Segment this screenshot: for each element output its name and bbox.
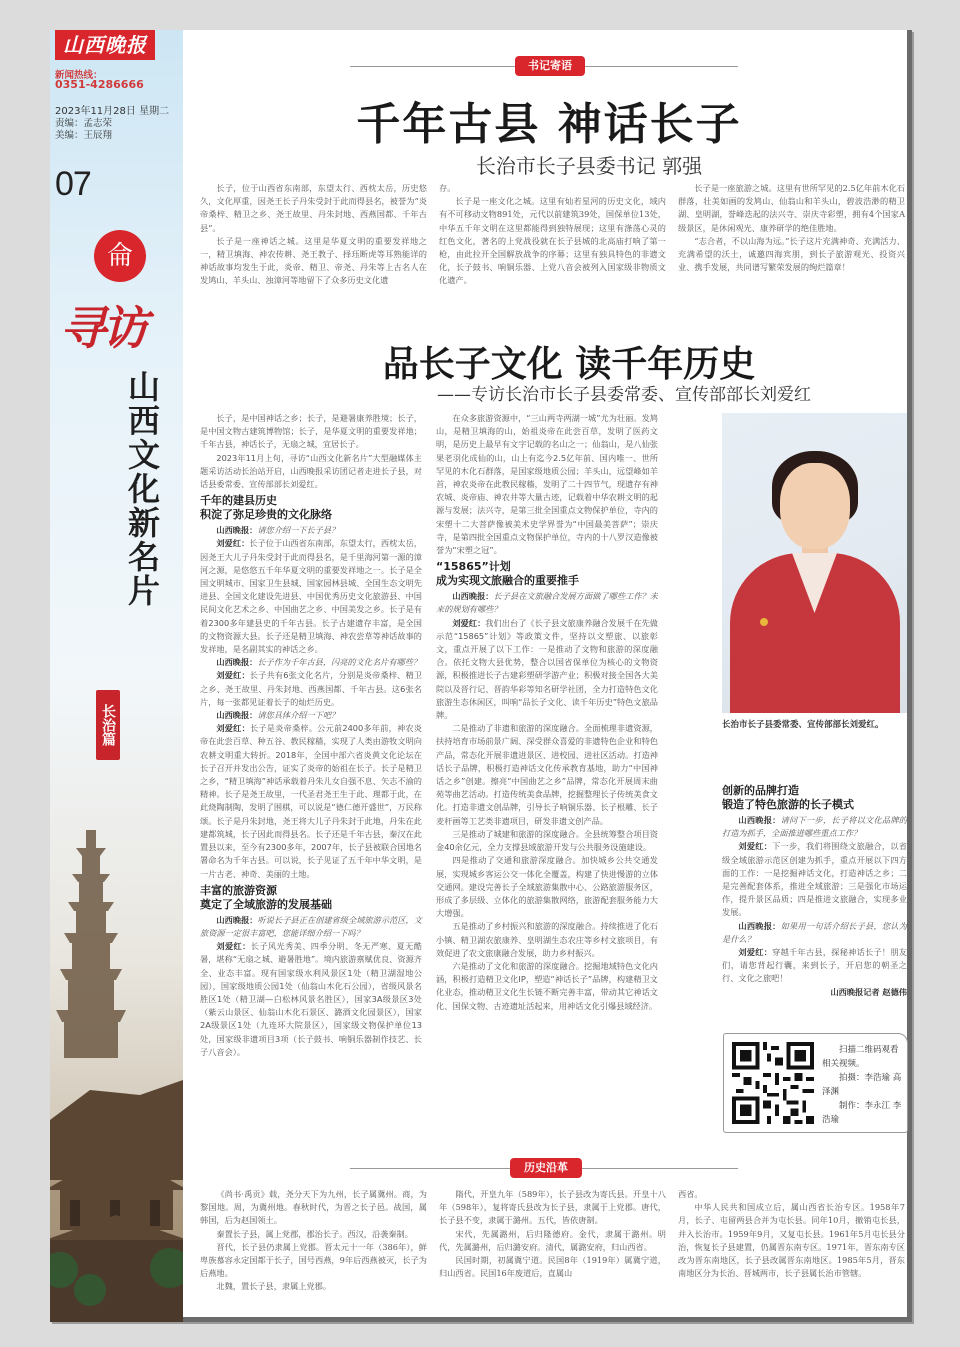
secretary-column-1 [200, 182, 427, 288]
paragraph: 长子是一座旅游之城。这里有世所罕见的2.5亿年前木化石群落，壮美如画的发鸠山、仙翁山和羊头山，碧波浩渺的精卫湖、皇明湖，誉峰迭起的法兴寺、崇庆寺彩塑，拥有4个国家A级景区，是休闲观光、康养研学的绝佳胜地。 [678, 183, 905, 233]
paragraph: 长子，位于山西省东南部，东望太行、西枕太岳，历史悠久，文化厚重，因尧王长子丹朱受封于此而得县名，被誉为“炎帝桑梓、精卫之乡、尧王故里、丹朱封地、西燕国都、千年古县”。 [200, 183, 427, 233]
paragraph: 六是推动了文化和旅游的深度融合。挖掘地域特色文化内涵，积极打造精卫文化IP，塑造“神话长子”品牌，构建精卫文化业态，推动精卫文化生长链不断完善丰富，带动其它神话文化、国保文物、古迹遗址活起来，用神话文化引爆县域经济。 [436, 960, 658, 1011]
headline-main: 千年古县 神话长子 [356, 99, 742, 150]
qr-code-box [723, 1033, 908, 1133]
paragraph: 晋代，长子县仍隶属上党郡。晋太元十一年（386年），鲜卑族慕容永定国都于长子，国号西燕，9年后西燕被灭，长子为后燕地。 [200, 1241, 427, 1279]
section-tag-secretary: 书记寄语 [515, 56, 585, 76]
badge-pin-icon [760, 618, 768, 626]
answer: 刘爱红：穿越千年古县，探秘神话长子！朋友们，请您背起行囊，来到长子，开启您的朝圣之行、文化之旅吧！ [722, 947, 907, 984]
question: 山西晚报：请您介绍一下长子县？ [216, 525, 340, 536]
paragraph: 中华人民共和国成立后，属山西省长治专区。1958年7月，长子、屯留两县合并为屯长县。同年10月，撤销屯长县，并入长治市。1959年9月，又复屯长县。1961年5月屯长县分治，恢复长子县建置，仍属晋东南专区。1971年，晋东南专区改为晋东南地区，长子县改属晋东南地区。1985年5月，晋东南地区分为长治、晋城两市，长子县属长治市管辖。 [678, 1202, 905, 1279]
question: 山西晚报：如果用一句话介绍长子县，您认为是什么？ [722, 920, 907, 944]
history-column-3 [678, 1188, 905, 1280]
question: 山西晚报：请问下一步，长子将以文化品牌的打造为抓手，全面推进哪些重点工作？ [722, 815, 907, 839]
qr-code-icon[interactable] [732, 1042, 814, 1124]
paragraph: 秦置长子县，属上党郡，郡治长子。西汉，沿袭秦制。 [216, 1228, 413, 1239]
qr-caption-line: 制作：李永江 李浩瑜 [822, 1101, 902, 1125]
hotline-number: 0351-4286666 [55, 78, 144, 91]
answer: 刘爱红：下一步，我们将围绕文旅融合，以省级全域旅游示范区创建为抓手，重点开展以下四方面的工作：一是挖掘神话文化，打造神话之乡；二是完善配套体系，推进全域旅游；三是强化市场运作，提升景区品质；四是推进文旅融合，实现多业发展。 [722, 841, 907, 918]
paragraph: 2023年11月上旬，寻访“山西文化新名片”大型融媒体主题采访活动长治站开启，山西晚报采访团记者走进长子县，对话县委常委、宣传部部长刘爱红。 [200, 452, 422, 490]
masthead-logo: 山西晚报 [55, 30, 155, 60]
question: 山西晚报：听说长子县正在创建省级全域旅游示范区，文旅资源一定很丰富吧，您能详细介绍一下吗？ [200, 914, 422, 938]
paragraph: 长子是一座神话之城。这里是华夏文明的重要发祥地之一，精卫填海、神农传耕、尧王教子、择珏断虎等耳熟能详的神话故事均发生于此，炎帝、精卫、帝尧、丹朱等上古名人在发鸠山、羊头山、浊漳河等地留下了众多历史文化遗 [200, 235, 427, 286]
editor-credit: 责编：孟志荣 [55, 118, 113, 129]
paragraph: 在众多旅游资源中，“三山两寺两湖一城”尤为壮丽。发鸠山，是精卫填海的山，始祖炎帝在此尝百草，发明了医药文明，是历史上最早有文字记载的名山之一；仙翁山，是八仙张果老羽化成仙的山，山上有迄今2.5亿年前、国内唯一、世所罕见的木化石群落，是国家级地质公园；羊头山，远望峰如羊首，神农炎帝在此教民稼穑，发明了二十四节气，现遗存有神农城、炎帝庙、神农井等大量古迹，记载着中华农耕文明的起源与发展；法兴寺，是第三批全国重点文物保护单位，寺内的宋塑十二大菩萨像被美术史学界誉为“中国最美菩萨”；崇庆寺，是第四批全国重点文物保护单位，寺内的十八罗汉造像被誉为“宋塑之冠”。 [436, 413, 658, 556]
paragraph: 长子，是中国神话之乡；长子，是避暑康养胜境；长子，是中国文物古建筑博物馆；长子，是华夏文明的重要发祥地；千年古县，神话长子，无扇之城，宜居长子。 [200, 413, 422, 450]
series-title: 山西文化新名片 [123, 370, 161, 608]
paragraph: 长子是一座文化之城。这里有灿若星河的历史文化，域内有不可移动文物891处，元代以前建筑39处，国保单位13处，中华五千年文明在这里都能得到独特展现；这里有涤荡心灵的红色文化，著名的上党战役就在长子县城的北高庙打响了第一枪，由此拉开全国解放战争的序幕；这里有独具特色的非遗文化，长子鼓书、响铜乐器、上党八音会被列入国家级非物质文化遗产。 [439, 196, 666, 286]
interview-column-1 [200, 412, 422, 1059]
paragraph: 北魏，置长子县，隶属上党郡。 [216, 1281, 332, 1292]
paragraph: 隋代，开皇九年（589年），长子县改为寄氏县。开皇十八年（598年），复将寄氏县改为长子县，隶属于上党郡。唐代，长子县不变，隶属于潞州。五代，皆依唐制。 [439, 1189, 666, 1226]
series-logo-icon: 侖 [94, 230, 146, 282]
reporter-byline: 山西晚报记者 赵德伟 [830, 986, 907, 997]
history-column-2 [439, 1188, 666, 1280]
qr-caption-line: 拍摄：李浩瑜 高泽渊 [822, 1073, 902, 1097]
paragraph: 四是推动了交通和旅游深度融合。加快城乡公共交通发展，实现城乡客运公交一体化全覆盖，构建了快进慢游的立体交通网。建设完善长子全域旅游集散中心、公路旅游服务区，形成了多层级、立体化的旅游集散网络，旅游配套服务能力大大增强。 [436, 855, 658, 919]
answer: 刘爱红：长子风光秀美、四季分明、冬无严寒、夏无酷暑，堪称“无扇之城、避暑胜地”。境内旅游禀赋优良、资源齐全、业态丰富。现有国家级水利风景区1处（精卫湖湿地公园），国家级地质公园1处（仙翁山木化石公园），省级风景名胜区1处（精卫湖—白松林风景名胜区），国家3A级景区3处（紫云山景区、仙翁山木化石景区、潞酒文化园景区），国家2A级景区1处（九连环大院景区），国家级文物保护单位13处，国家级非遗项目3项（长子鼓书、响铜乐器制作技艺、长子八音会）。 [200, 941, 422, 1057]
paragraph: 民国时期，初属冀宁道。民国8年（1919年）属冀宁道，归山西省。民国16年废道后，直属山 [439, 1255, 666, 1279]
page-number: 07 [55, 165, 91, 203]
secretary-column-3 [678, 182, 905, 274]
designer-credit: 美编：王辰翔 [55, 130, 113, 141]
paragraph: 二是推动了非遗和旅游的深度融合。全面梳理非遗资源，扶持培育市场前景广阔、深受群众喜爱的非遗特色企业和特色产品，常态化开展非遗进景区、进校园、进社区活动。打造神话长子品牌，积极打造神话文化传承教育基地，助力“中国神话之乡”创建。擦亮“中国曲艺之乡”品牌，常态化开展周末曲苑等曲艺活动。打造传统美食品牌，挖掘整理长子传统美食文化。打造非遗文创品牌，引导长子响铜乐器、长子根雕、长子麦秆画等工艺类非遗项目，研发非遗文创产品。 [436, 723, 658, 826]
paragraph: “志合者，不以山海为远。”长子这片充满神奇、充满活力、充满希望的沃土，诚邀四海宾朋，到长子旅游观光、投资兴业、携手发展，共同谱写繁荣发展的绚烂篇章！ [678, 235, 905, 273]
paragraph: 存。 [439, 183, 456, 193]
interview-subtitle: ——专访长治市长子县委常委、宣传部部长刘爱红 [437, 385, 811, 405]
issue-date: 2023年11月28日 星期二 [55, 106, 170, 117]
photo-caption: 长治市长子县委常委、宣传部部长刘爱红。 [722, 720, 884, 730]
secretary-column-2 [439, 182, 666, 288]
answer: 刘爱红：长子位于山西省东南部，东望太行，西枕太岳，因尧王大儿子丹朱受封于此而得县名，是千里海河第一源的漳河之源，是悠悠五千年华夏文明的重要发祥地之一。长子是全国文明城市、国家卫生县城、国家园林县城、全国生态文明先进县、全国文化建设先进县、中国优秀历史文化旅游县、中国民间文化艺术之乡、中国曲艺之乡、中国美发之乡。长子是有着2300多年建县史的千年古县。长子古建遗存丰富，是全国的文物资源大县。长子还是精卫填海、神农尝草等神话故事的发祥地，是名副其实的神话之乡。 [200, 538, 422, 655]
interview-column-3 [722, 740, 907, 999]
series-brand: 寻访 [60, 301, 144, 355]
photo-figure-face [780, 463, 850, 549]
question: 山西晚报：长子县在文旅融合发展方面做了哪些工作？未来的规划有哪些？ [436, 591, 658, 615]
answer: 刘爱红：长子共有6张文化名片，分别是炎帝桑梓、精卫之乡、尧王故里、丹朱封地、西燕国都、千年古县。这6张名片，每一张都见证着长子的灿烂历史。 [200, 670, 422, 707]
interview-column-2 [436, 412, 658, 1150]
paragraph: 宋代，先属潞州，后归隆德府。金代，隶属于潞州。明代，先属潞州，后归潞安府。清代，属潞安府，归山西省。 [439, 1228, 666, 1252]
history-column-1 [200, 1188, 427, 1294]
answer: 刘爱红：长子是炎帝桑梓。公元前2400多年前，神农炎帝在此尝百草、种五谷、教民稼穑，实现了人类由游牧文明向农耕文明重大转折。2018年，全国中部六省炎黄文化论坛在长子召开并发出公告，证实了炎帝的始祖在长子。长子是精卫之乡，“精卫填海”神话承载着丹朱儿女自强不息、矢志不渝的精神。长子是尧王故里，一代圣君尧王生于此、理都于此，在此烧陶制陶，发明了围棋，可以说是“德仁德开盛世”，万民称颂。长子是丹朱封地，尧王将大儿子丹朱封于此地，丹朱在此建都筑城，长子因此而得县名。长子还是千年古县，秦汉在此置县以来，至今有2300多年，2007年，长子县被联合国地名署命名为千年古县。可以说，长子见证了五千年中华文明，是一片古老、神奇、美丽的土地。 [200, 723, 422, 879]
paragraph: 三是推动了城建和旅游的深度融合。全县统筹整合项目资金40余亿元，全力支撑县域旅游开发与公共服务设施建设。 [436, 828, 658, 853]
paragraph: 西省。 [678, 1189, 703, 1199]
interview-headline: 品长子文化 读千年历史 [382, 344, 756, 385]
region-tag: 长治篇 [96, 690, 120, 760]
paragraph: 五是推动了乡村振兴和旅游的深度融合。持续推进了化石小镇、精卫湖农旅康养、皇明湖生态农庄等乡村文旅项目，有效促进了农文旅康融合发展，助力乡村振兴。 [436, 921, 658, 958]
answer: 刘爱红：我们出台了《长子县文旅康养融合发展千在先做示范“15865”计划》等政策文件，坚持以文塑旅、以旅彰文，重点开展了以下工作：一是推动了文物和旅游的深度融合。依托文物大县优势，整合以国省保单位为核心的文物资源，积极推进长子古建彩塑研学游产业；积极对接全国各大美院以及晋行记、晋韵华彩等知名研学社团，全力打造特色文化旅游生态休闲区，叫响“品长子文化、读千年历史”特色文旅品牌。 [436, 617, 658, 721]
subheading: 丰富的旅游资源 奠定了全域旅游的发展基础 [200, 883, 332, 911]
subheading: 创新的品牌打造 锻造了特色旅游的长子模式 [722, 784, 854, 811]
qr-code-caption [822, 1043, 904, 1127]
page-sidebar [50, 30, 183, 1322]
section-tag-history: 历史沿革 [510, 1158, 582, 1178]
portrait-photo [722, 413, 907, 713]
pagoda-illustration [50, 790, 183, 1322]
subheading: “15865”计划 成为实现文旅融合的重要推手 [436, 560, 579, 588]
headline-subtitle: 长治市长子县委书记 郭强 [475, 154, 703, 178]
main-content [190, 30, 908, 1322]
qr-caption-line: 扫描二维码观看相关视频。 [822, 1045, 899, 1069]
subheading: 千年的建县历史 积淀了弥足珍贵的文化脉络 [200, 494, 332, 522]
question: 山西晚报：请您具体介绍一下吧？ [216, 710, 340, 721]
hotline-label: 新闻热线： [55, 70, 103, 81]
paragraph: 《尚书·禹贡》载，尧分天下为九州，长子属冀州。商，为黎国地。周，为冀州地。春秋时代，为晋之长子邑。战国，属韩国，后为赵国领土。 [200, 1189, 427, 1226]
newspaper-page [50, 30, 912, 1322]
question: 山西晚报：长子作为千年古县，闪亮的文化名片有哪些？ [216, 657, 422, 668]
